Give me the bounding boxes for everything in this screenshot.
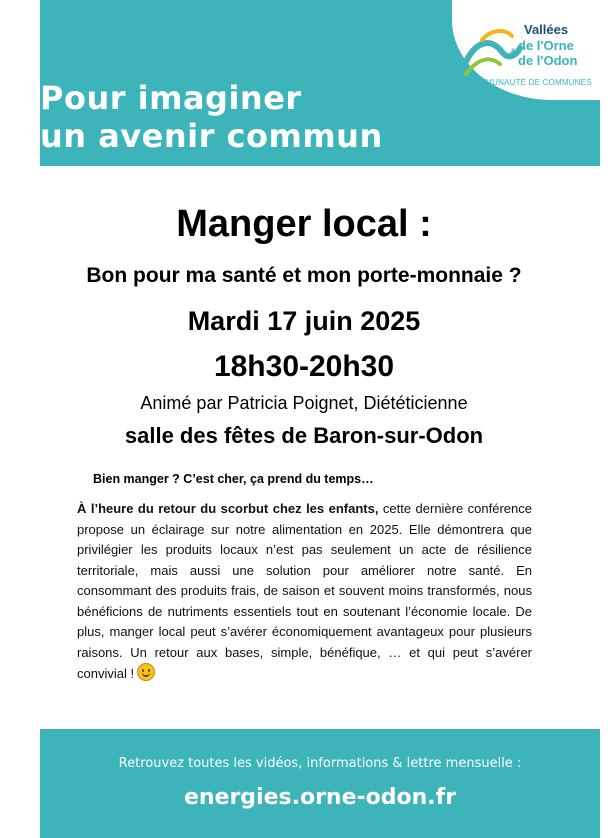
logo-subtitle: COMMUNAUTÉ DE COMMUNES [466,78,592,87]
lead-question: Bien manger ? C’est cher, ça prend du temps… [93,472,374,486]
event-date: Mardi 17 juin 2025 [187,306,421,336]
logo-line-1: Vallées [524,22,569,37]
event-title: Manger local : [176,203,432,245]
footer-website-link[interactable]: energies.orne-odon.fr [183,785,457,810]
footer-info: Retrouvez toutes les vidéos, informations & lettre mensuelle : [118,756,522,771]
description-text: cette dernière conférence propose un éclairage sur notre alimentation en 2025. Elle démontrera que privilégier les produits locaux n’est pas seulement un acte de résilience territoriale, mais aussi une solution pour améliorer notre santé. En consommant des produits frais, de saison et souvent moins transformés, nous bénéficions de nutriments essentiels tout en soutenant l’économie locale. De plus, manger local peut s’avérer économiquement avantageux pour plusieurs raisons. Un retour aux bases, simple, bénéfique, … et qui peut s’avérer convivial ! [77,501,532,681]
description-paragraph [77,499,532,685]
logo-line-3: de l'Odon [518,53,578,68]
event-host: Animé par Patricia Poignet, Diététicienne [140,393,468,413]
tagline-line-2: un avenir commun [40,117,383,155]
event-venue: salle des fêtes de Baron-sur-Odon [124,423,484,448]
tagline-line-1: Pour imaginer [40,79,302,117]
tagline [40,79,460,155]
header-band [40,0,600,166]
event-time: 18h30-20h30 [213,350,395,383]
logo-line-2: de l'Orne [518,38,574,53]
description-bold: À l’heure du retour du scorbut chez les enfants, [77,501,379,516]
logo [452,0,600,100]
footer-band [40,729,600,838]
logo-ampersand: & [510,47,517,57]
smiley-icon [137,663,155,681]
event-subtitle: Bon pour ma santé et mon porte-monnaie ? [86,264,522,287]
